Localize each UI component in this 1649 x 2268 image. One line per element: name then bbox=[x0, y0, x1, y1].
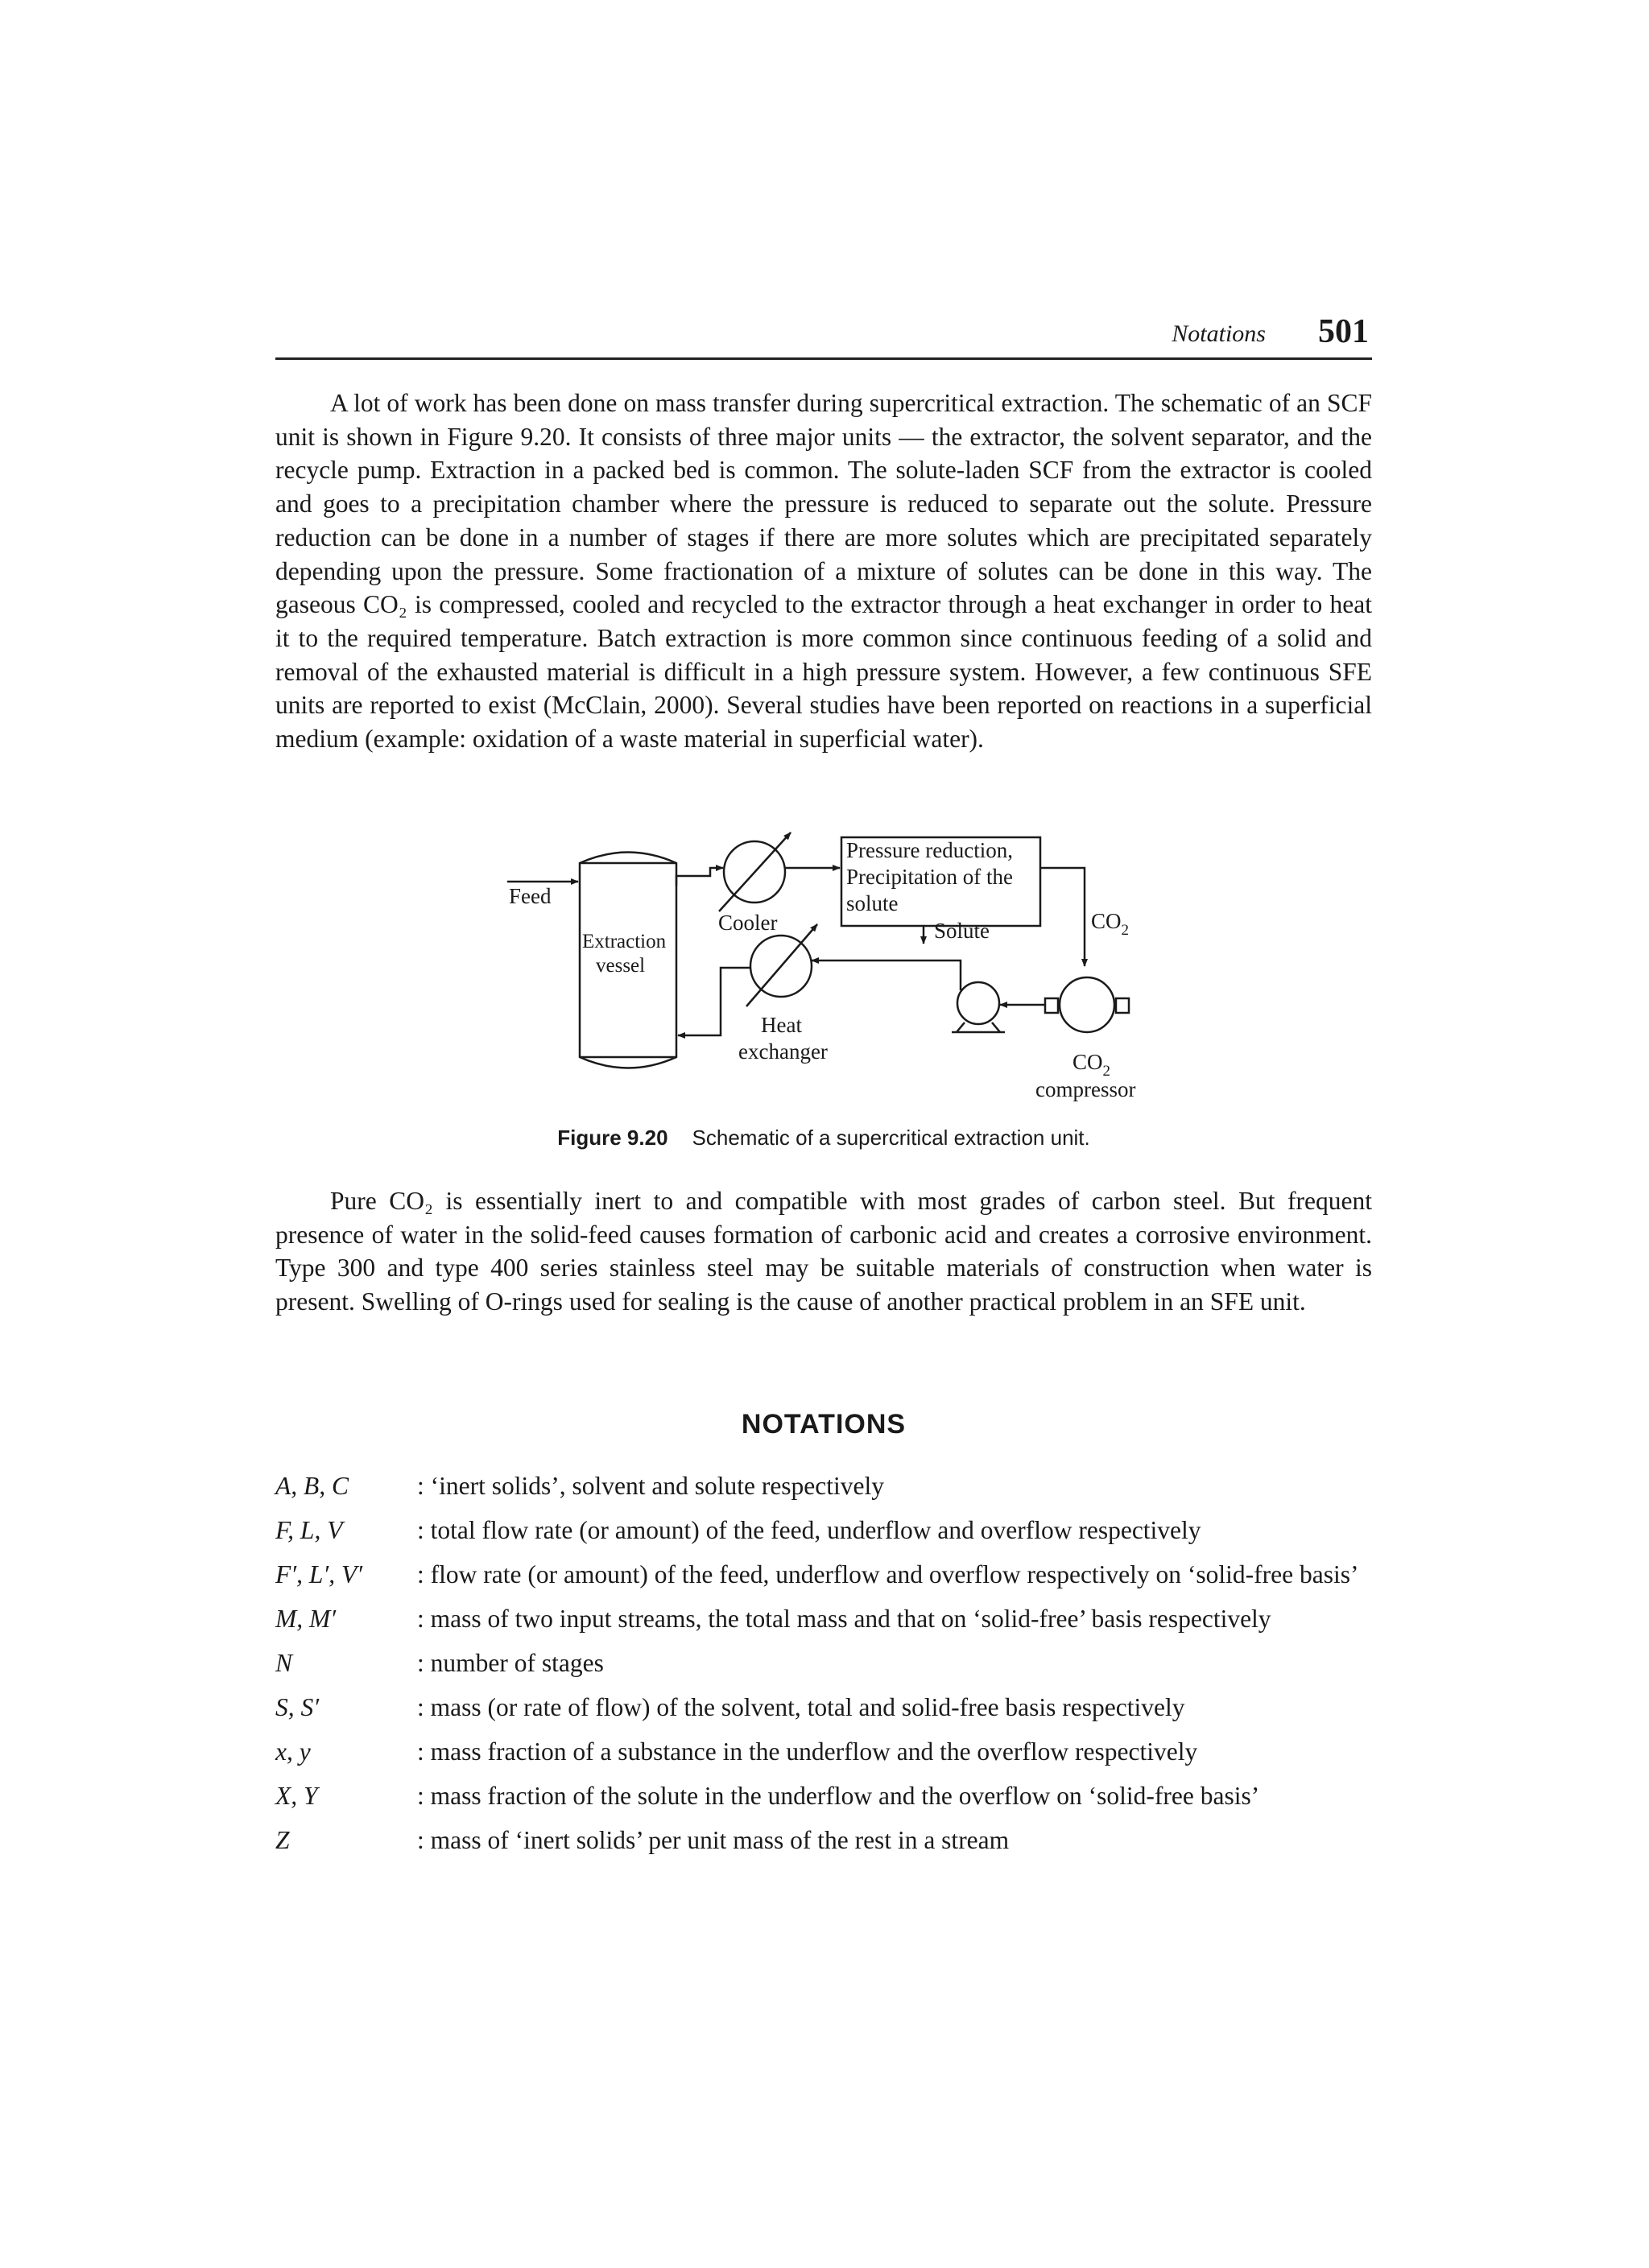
figure-number: Figure 9.20 bbox=[557, 1126, 668, 1150]
label-cooler: Cooler bbox=[718, 911, 778, 935]
figure-caption-text: Schematic of a supercritical extraction unit. bbox=[692, 1126, 1090, 1150]
notation-definition: : mass fraction of the solute in the underflow and the overflow on ‘solid-free basis’ bbox=[417, 1779, 1372, 1812]
label-feed: Feed bbox=[509, 884, 552, 908]
notation-definition: : number of stages bbox=[417, 1646, 1372, 1679]
pump-to-exchanger-line bbox=[812, 960, 961, 990]
figure-caption bbox=[275, 1126, 1372, 1151]
notation-row bbox=[275, 1646, 1372, 1679]
notation-symbol: Z bbox=[275, 1826, 290, 1854]
notation-definition: : mass of two input streams, the total mass and that on ‘solid-free’ basis respectively bbox=[417, 1602, 1372, 1635]
label-co2-top: $CO_2$ bbox=[1091, 909, 1130, 939]
notation-row bbox=[275, 1824, 1372, 1857]
notation-row bbox=[275, 1558, 1372, 1591]
notation-definition: : ‘inert solids’, solvent and solute respectively bbox=[417, 1469, 1372, 1502]
page-number: 501 bbox=[1318, 313, 1369, 350]
notation-definition: : mass fraction of a substance in the underflow and the overflow respectively bbox=[417, 1735, 1372, 1768]
figure-schematic bbox=[491, 821, 1159, 1103]
running-head bbox=[275, 313, 1372, 357]
label-heat-1: Heat bbox=[761, 1013, 802, 1037]
notation-row bbox=[275, 1514, 1372, 1547]
label-compressor: compressor bbox=[1035, 1077, 1136, 1101]
schematic-diagram bbox=[491, 821, 1159, 1103]
notation-symbol: S, S′ bbox=[275, 1693, 320, 1721]
label-vessel-1: Extraction bbox=[582, 931, 667, 952]
notations-heading: NOTATIONS bbox=[741, 1409, 907, 1440]
notation-row bbox=[275, 1735, 1372, 1768]
notation-definition: : mass (or rate of flow) of the solvent, total and solid-free basis respectively bbox=[417, 1691, 1372, 1724]
label-vessel-2: vessel bbox=[596, 955, 646, 977]
co2-recycle-line bbox=[1040, 868, 1085, 966]
header-rule bbox=[275, 357, 1372, 360]
notation-definition: : flow rate (or amount) of the feed, underflow and overflow respectively on ‘solid-free basis’ bbox=[417, 1558, 1372, 1591]
notation-definition: : mass of ‘inert solids’ per unit mass of the rest in a stream bbox=[417, 1824, 1372, 1857]
notation-symbol: X, Y bbox=[275, 1782, 318, 1810]
notation-row bbox=[275, 1469, 1372, 1502]
label-pressure-3: solute bbox=[846, 891, 899, 915]
notation-definition: : total flow rate (or amount) of the feed, underflow and overflow respectively bbox=[417, 1514, 1372, 1547]
notation-symbol: N bbox=[275, 1649, 293, 1677]
label-pressure-1: Pressure reduction, bbox=[846, 838, 1013, 862]
pump-icon bbox=[957, 982, 999, 1024]
notation-symbol: M, M′ bbox=[275, 1605, 337, 1633]
body-paragraph-1: A lot of work has been done on mass transfer during supercritical extraction. The schematic of an SCF unit is shown in Figure 9.20. It consists of three major units — the extractor, the solvent separator, and the recycle pump. Extraction in a packed bed is common. The solute-laden SCF from the extractor is cooled and goes to a precipitation chamber where the pressure is reduced to separate out the solute. Pressure reduction can be done in a number of stages if there are more solutes which are precipitated separately depending upon the pressure. Some fractionation of a mixture of solutes can be done in this way. The gaseous CO₂ is compressed, cooled and recycled to the extractor through a heat exchanger in order to heat it to the required temperature. Batch extraction is more common since continuous feeding of a solid and removal of the exhausted material is difficult in a high pressure system. However, a few continuous SFE units are reported to exist (McClain, 2000). Several studies have been reported on reactions in a superficial medium (example: oxidation of a waste material in superficial water). bbox=[275, 389, 1372, 754]
label-pressure-2: Precipitation of the bbox=[846, 865, 1013, 889]
compressor-icon bbox=[1060, 977, 1114, 1032]
notation-symbol: A, B, C bbox=[275, 1472, 349, 1500]
exchanger-to-vessel-line bbox=[678, 968, 750, 1035]
notation-row bbox=[275, 1779, 1372, 1812]
label-co2-compressor: $CO_2$ bbox=[1072, 1050, 1111, 1080]
notation-symbol: x, y bbox=[275, 1737, 311, 1766]
label-heat-2: exchanger bbox=[738, 1039, 828, 1064]
notation-row bbox=[275, 1691, 1372, 1724]
running-head-title: Notations bbox=[1172, 320, 1266, 347]
notation-symbol: F, L, V bbox=[275, 1516, 343, 1544]
notation-symbol: F′, L′, V′ bbox=[275, 1560, 363, 1588]
body-paragraph-2: Pure CO₂ is essentially inert to and compatible with most grades of carbon steel. But frequent presence of water in the solid-feed causes formation of carbonic acid and creates a corrosive environment. Type 300 and type 400 series stainless steel may be suitable materials of construction when water is present. Swelling of O-rings used for sealing is the cause of another practical problem in an SFE unit. bbox=[275, 1187, 1372, 1316]
notation-row bbox=[275, 1602, 1372, 1635]
vessel-to-cooler-line bbox=[676, 868, 723, 886]
notations-list bbox=[275, 1469, 1372, 1868]
label-solute: Solute bbox=[934, 919, 990, 943]
